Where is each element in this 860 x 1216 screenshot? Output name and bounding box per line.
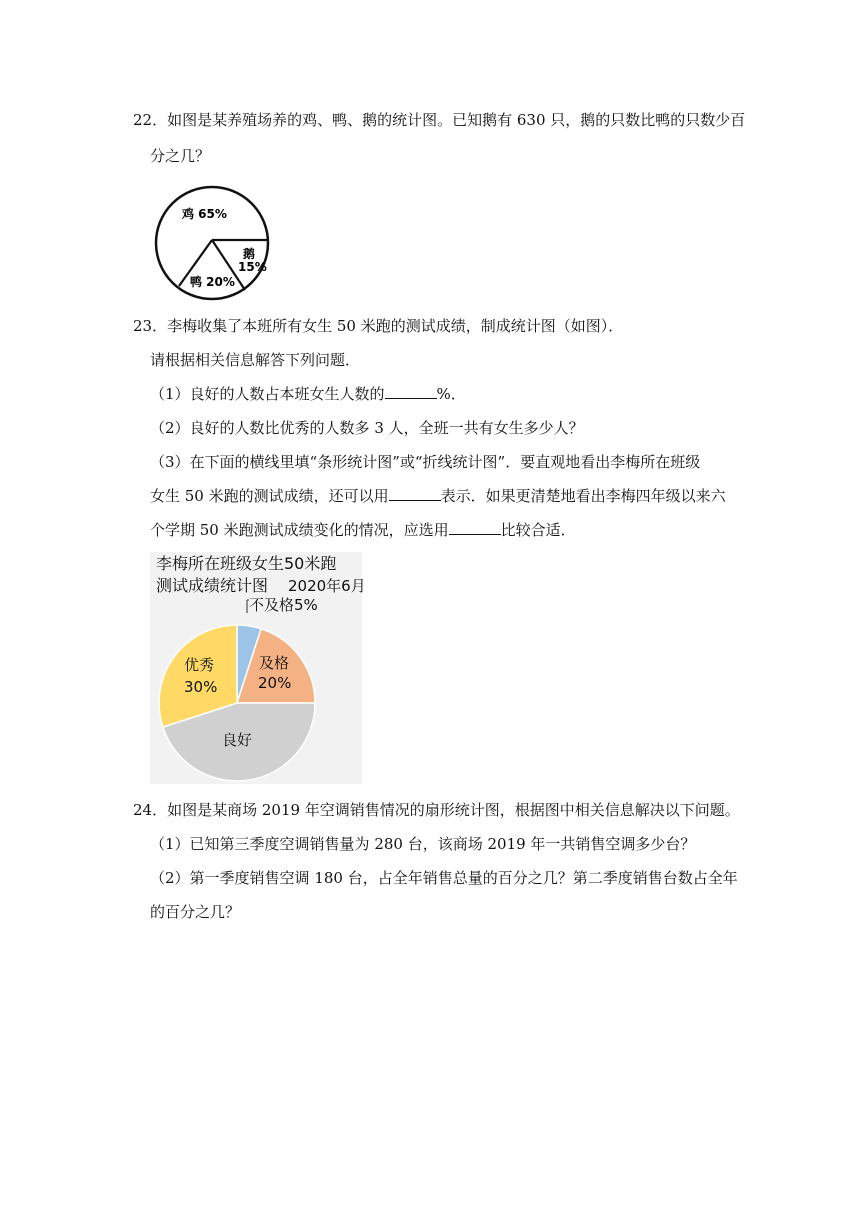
q23-label-pass-name: 及格 <box>259 654 290 672</box>
q22-label-goose-value: 15% <box>238 260 267 274</box>
q23-part-3-line-3 <box>150 520 576 540</box>
q22-line-1 <box>133 110 745 130</box>
q23-part-3-blank-2[interactable] <box>449 520 501 535</box>
q23-chart-title-1: 李梅所在班级女生50米跑 <box>156 554 337 573</box>
q24-text-1: 如图是某商场 2019 年空调销售情况的扇形统计图，根据图中相关信息解决以下问题。 <box>167 801 740 819</box>
q23-label-fail-value: 5% <box>294 596 318 614</box>
q23-part-3-line-2 <box>150 486 726 506</box>
q24-part-2-line-2: 的百分之几？ <box>150 903 241 921</box>
q23-part-3-blank-1[interactable] <box>389 486 441 501</box>
q23-line-2: 请根据相关信息解答下列问题． <box>150 351 361 369</box>
q23-part-1-blank[interactable] <box>385 384 437 399</box>
q23-part-3-text-b: 表示．如果更清楚地看出李梅四年级以来六 <box>440 487 726 505</box>
q23-part-2: （2）良好的人数比优秀的人数多 3 人，全班一共有女生多少人？ <box>150 419 584 437</box>
q22-pie-figure <box>150 182 274 304</box>
q22-line-2: 分之几？ <box>150 147 211 165</box>
q24-number: 24． <box>133 801 168 819</box>
q24-line-1 <box>133 800 740 820</box>
q22-text-1: 如图是某养殖场养的鸡、鸭、鹅的统计图。已知鹅有 630 只，鹅的只数比鸭的只数少百 <box>167 111 746 129</box>
q23-part-1-text-a: （1）良好的人数占本班女生人数的 <box>150 385 385 403</box>
q22-number: 22． <box>133 111 168 129</box>
q23-label-pass-value: 20% <box>258 674 292 692</box>
q23-pie-svg <box>150 552 362 784</box>
q23-part-3-text-a: 女生 50 米跑的测试成绩，还可以用 <box>150 487 389 505</box>
q22-label-duck: 鸭 20% <box>190 275 235 289</box>
q23-label-excellent-name: 优秀 <box>184 656 215 674</box>
q24-part-1: （1）已知第三季度空调销售量为 280 台，该商场 2019 年一共销售空调多少台？ <box>150 835 696 853</box>
q22-label-goose-name: 鹅 <box>243 247 256 261</box>
q23-part-3-line-1: （3）在下面的横线里填“条形统计图”或“折线统计图”．要直观地看出李梅所在班级 <box>150 453 701 471</box>
q23-part-3-text-c: 个学期 50 米跑测试成绩变化的情况，应选用 <box>150 521 449 539</box>
q23-chart-title-2: 测试成绩统计图 <box>156 576 269 595</box>
q23-chart-date: 2020年6月 <box>288 577 366 595</box>
q23-text-1: 李梅收集了本班所有女生 50 米跑的测试成绩，制成统计图（如图）． <box>167 317 624 335</box>
q23-label-fail <box>249 596 318 614</box>
q22-label-chicken: 鸡 65% <box>182 207 227 221</box>
q23-line-1 <box>133 316 623 336</box>
q23-label-good-name: 良好 <box>222 731 253 749</box>
q23-part-1 <box>150 384 466 404</box>
q23-label-fail-name: 不及格 <box>249 596 295 614</box>
q23-number: 23． <box>133 317 168 335</box>
q23-part-1-text-b: %． <box>436 385 466 403</box>
q24-part-2-line-1: （2）第一季度销售空调 180 台，占全年销售总量的百分之几？第二季度销售台数占全年 <box>150 869 738 887</box>
q23-part-3-text-d: 比较合适． <box>500 521 576 539</box>
q23-label-excellent-value: 30% <box>184 678 218 696</box>
q23-chart-figure <box>150 552 366 784</box>
